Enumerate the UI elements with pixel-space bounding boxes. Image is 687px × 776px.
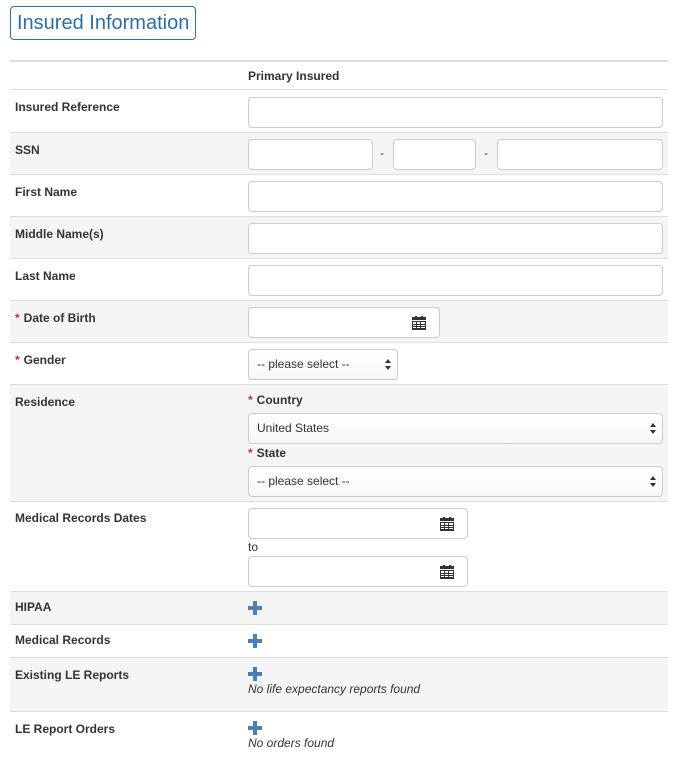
- medical-records-end-date-input[interactable]: [248, 556, 427, 587]
- date-of-birth-label: Date of Birth: [23, 311, 96, 325]
- calendar-icon: [440, 517, 454, 531]
- table-top-rule: [10, 60, 668, 62]
- ssn-separator-2: -: [484, 146, 488, 160]
- gender-label: Gender: [23, 353, 66, 367]
- medical-records-label: Medical Records: [15, 633, 111, 647]
- row-last-name: [10, 258, 668, 300]
- country-select-value: United States: [257, 421, 330, 435]
- select-arrows-icon: [385, 358, 392, 372]
- row-existing-le-reports: [10, 657, 668, 711]
- row-insured-reference: [10, 89, 668, 132]
- row-medical-records-dates: [10, 501, 668, 591]
- ssn-separator-1: -: [380, 146, 384, 160]
- residence-label: Residence: [15, 395, 76, 409]
- country-select[interactable]: [248, 413, 663, 444]
- medical-records-end-calendar-button[interactable]: [426, 556, 468, 587]
- ssn-label: SSN: [15, 143, 40, 157]
- row-le-report-orders: [10, 711, 668, 766]
- row-residence: [10, 384, 668, 501]
- select-arrows-icon: [650, 475, 657, 489]
- le-report-orders-label: LE Report Orders: [15, 722, 116, 736]
- add-hipaa-plus-icon[interactable]: [248, 601, 262, 615]
- existing-le-reports-empty-text: No life expectancy reports found: [248, 682, 421, 696]
- le-report-orders-empty-text: No orders found: [248, 736, 335, 750]
- date-of-birth-input[interactable]: [248, 307, 399, 338]
- existing-le-reports-label: Existing LE Reports: [15, 668, 130, 682]
- hipaa-label: HIPAA: [15, 600, 52, 614]
- medical-records-start-date-input[interactable]: [248, 508, 427, 539]
- add-medical-records-plus-icon[interactable]: [248, 634, 262, 648]
- row-hipaa: [10, 591, 668, 624]
- last-name-input[interactable]: [248, 265, 663, 296]
- row-middle-names: [10, 216, 668, 258]
- required-marker: *: [248, 393, 253, 407]
- row-ssn: [10, 132, 668, 174]
- date-of-birth-calendar-button[interactable]: [398, 307, 440, 338]
- required-marker: *: [15, 353, 20, 367]
- date-of-birth-group: [248, 307, 440, 338]
- date-of-birth-label-wrap: [15, 311, 96, 325]
- state-label-wrap: [248, 446, 286, 460]
- first-name-input[interactable]: [248, 181, 663, 212]
- medical-records-end-date-group: [248, 556, 468, 587]
- ssn-part3-input[interactable]: [497, 139, 663, 170]
- required-marker: *: [15, 311, 20, 325]
- gender-select-value: -- please select --: [257, 357, 350, 371]
- middle-names-input[interactable]: [248, 223, 663, 254]
- country-label-wrap: [248, 393, 303, 407]
- middle-names-label: Middle Name(s): [15, 227, 104, 241]
- state-label: State: [256, 446, 287, 460]
- state-select-value: -- please select --: [257, 474, 350, 488]
- row-first-name: [10, 174, 668, 216]
- calendar-icon: [440, 565, 454, 579]
- gender-label-wrap: [15, 353, 66, 367]
- medical-records-start-calendar-button[interactable]: [426, 508, 468, 539]
- country-label: Country: [256, 393, 303, 407]
- row-gender: [10, 342, 668, 384]
- insured-reference-label: Insured Reference: [15, 100, 120, 114]
- medical-records-start-date-group: [248, 508, 468, 539]
- calendar-icon: [412, 316, 426, 330]
- page-title: Insured Information: [10, 6, 196, 40]
- gender-select[interactable]: [248, 349, 398, 380]
- date-range-to-text: to: [248, 540, 259, 554]
- ssn-part1-input[interactable]: [248, 139, 373, 170]
- ssn-part2-input[interactable]: [393, 139, 476, 170]
- row-date-of-birth: [10, 300, 668, 342]
- insured-reference-input[interactable]: [248, 97, 663, 128]
- add-le-report-plus-icon[interactable]: [248, 667, 262, 681]
- first-name-label: First Name: [15, 185, 78, 199]
- column-header-primary-insured: Primary Insured: [248, 69, 340, 83]
- state-select[interactable]: [248, 466, 663, 497]
- last-name-label: Last Name: [15, 269, 76, 283]
- medical-records-dates-label: Medical Records Dates: [15, 511, 147, 525]
- required-marker: *: [248, 446, 253, 460]
- add-le-report-order-plus-icon[interactable]: [248, 721, 262, 735]
- select-arrows-icon: [650, 422, 657, 436]
- row-medical-records: [10, 624, 668, 657]
